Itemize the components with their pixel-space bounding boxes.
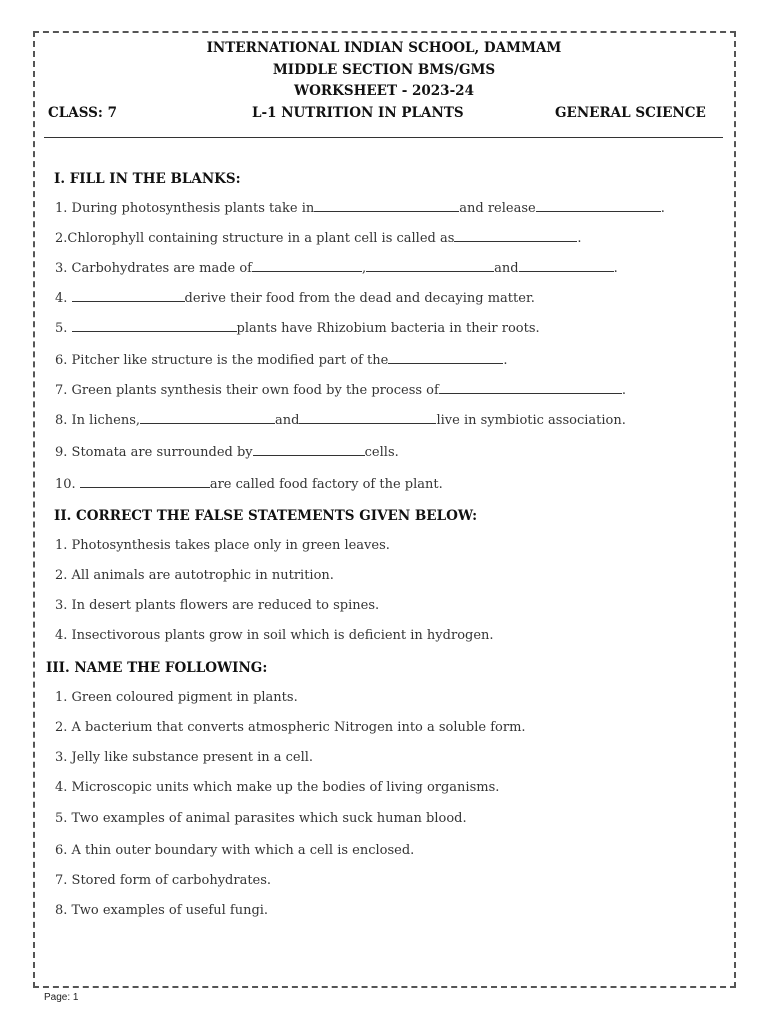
name-item: 6. A thin outer boundary with which a cell is enclosed.	[55, 843, 415, 858]
name-item: 1. Green coloured pigment in plants.	[55, 690, 298, 705]
name-item: 3. Jelly like substance present in a cell.	[55, 750, 314, 765]
page-number: Page: 1	[44, 992, 79, 1003]
name-item: 8. Two examples of useful fungi.	[55, 903, 269, 918]
answer-blank[interactable]	[388, 353, 503, 364]
section-name: MIDDLE SECTION BMS/GMS	[272, 62, 496, 78]
answer-blank[interactable]	[72, 321, 237, 332]
section-title-correct-statements: II. CORRECT THE FALSE STATEMENTS GIVEN BELOW:	[54, 508, 478, 524]
answer-blank[interactable]	[519, 261, 614, 272]
name-item: 2. A bacterium that converts atmospheric Nitrogen into a soluble form.	[55, 720, 526, 735]
header-divider	[44, 137, 723, 138]
section-title-fill-blanks: I. FILL IN THE BLANKS:	[54, 171, 241, 187]
fill-question-8: 8. In lichens, and live in symbiotic association.	[55, 413, 626, 428]
answer-blank[interactable]	[252, 261, 362, 272]
fill-question-10: 10. are called food factory of the plant.	[55, 477, 443, 492]
statement-item: 3. In desert plants flowers are reduced to spines.	[55, 598, 380, 613]
section-title-name-following: III. NAME THE FOLLOWING:	[46, 660, 268, 676]
answer-blank[interactable]	[536, 201, 661, 212]
fill-question-5: 5. plants have Rhizobium bacteria in their roots.	[55, 321, 540, 336]
name-item: 4. Microscopic units which make up the bodies of living organisms.	[55, 780, 500, 795]
lesson-title: L-1 NUTRITION IN PLANTS	[252, 105, 464, 121]
answer-blank[interactable]	[314, 201, 459, 212]
fill-question-3: 3. Carbohydrates are made of , and .	[55, 261, 618, 276]
name-item: 7. Stored form of carbohydrates.	[55, 873, 272, 888]
answer-blank[interactable]	[80, 477, 210, 488]
statement-item: 2. All animals are autotrophic in nutrition.	[55, 568, 334, 583]
name-item: 5. Two examples of animal parasites which suck human blood.	[55, 811, 467, 826]
worksheet-title: WORKSHEET - 2023-24	[294, 83, 474, 99]
answer-blank[interactable]	[439, 383, 622, 394]
subject-label: GENERAL SCIENCE	[555, 105, 706, 121]
fill-question-9: 9. Stomata are surrounded by cells.	[55, 445, 399, 460]
answer-blank[interactable]	[366, 261, 494, 272]
fill-question-6: 6. Pitcher like structure is the modified part of the .	[55, 353, 508, 368]
class-label: CLASS: 7	[48, 105, 117, 121]
answer-blank[interactable]	[253, 445, 365, 456]
statement-item: 4. Insectivorous plants grow in soil which is deficient in hydrogen.	[55, 628, 494, 643]
school-name: INTERNATIONAL INDIAN SCHOOL, DAMMAM	[206, 40, 562, 56]
fill-question-7: 7. Green plants synthesis their own food by the process of .	[55, 383, 626, 398]
fill-question-2: 2.Chlorophyll containing structure in a plant cell is called as .	[55, 231, 582, 246]
statement-item: 1. Photosynthesis takes place only in green leaves.	[55, 538, 390, 553]
answer-blank[interactable]	[299, 413, 436, 424]
answer-blank[interactable]	[140, 413, 275, 424]
answer-blank[interactable]	[72, 291, 185, 302]
fill-question-1: 1. During photosynthesis plants take in and release .	[55, 201, 665, 216]
answer-blank[interactable]	[454, 231, 577, 242]
fill-question-4: 4. derive their food from the dead and decaying matter.	[55, 291, 535, 306]
